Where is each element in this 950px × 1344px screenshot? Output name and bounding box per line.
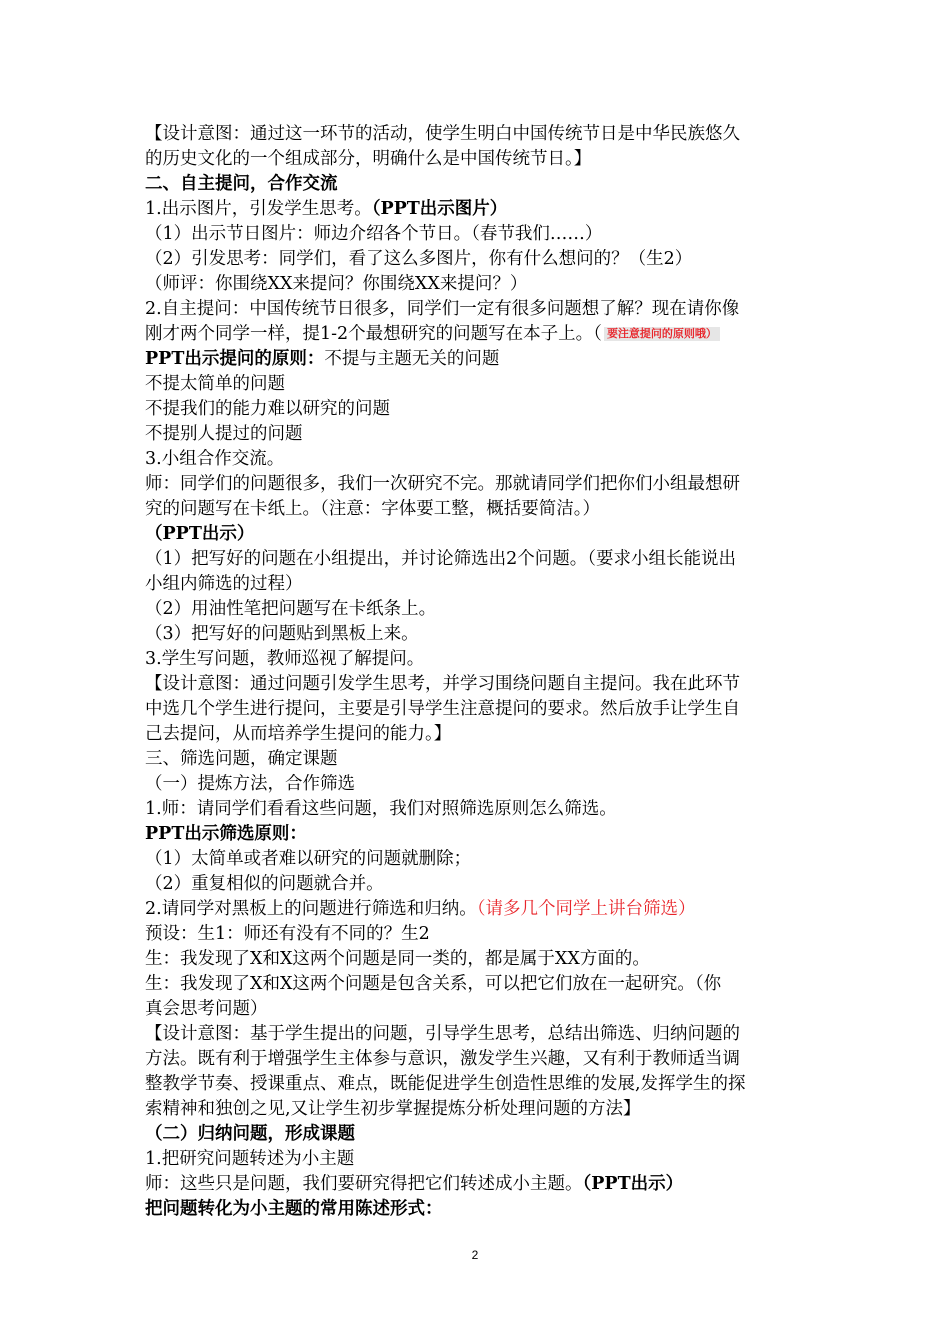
paragraph-line: （3）把写好的问题贴到黑板上来。 [145, 624, 419, 644]
paragraph-text: 师：这些只是问题，我们要研究得把它们转述成小主题。 [145, 1174, 583, 1194]
subsection-heading: （二）归纳问题，形成课题 [145, 1124, 355, 1144]
paragraph-line: 师：同学们的问题很多，我们一次研究不完。那就请同学们把你们小组最想研 [145, 474, 740, 494]
section-heading: 二、自主提问，合作交流 [145, 174, 338, 194]
paragraph-line: （1）把写好的问题在小组提出，并讨论筛选出2个问题。（要求小组长能说出 [145, 549, 737, 569]
paragraph-line: 2.自主提问：中国传统节日很多，同学们一定有很多问题想了解？现在请你像 [145, 299, 740, 319]
paragraph-line: （2）用油性笔把问题写在卡纸条上。 [145, 599, 437, 619]
ppt-label: PPT出示提问的原则： [145, 349, 325, 369]
paragraph-line [145, 1172, 810, 1197]
paragraph-line: 生：我发现了X和X这两个问题是同一类的，都是属于XX方面的。 [145, 949, 650, 969]
paragraph-line: 1.把研究问题转述为小主题 [145, 1149, 355, 1169]
principle-item: 不提我们的能力难以研究的问题 [145, 399, 390, 419]
paragraph-line: 1.师：请同学们看看这些问题，我们对照筛选原则怎么筛选。 [145, 799, 617, 819]
paragraph-line [145, 897, 810, 922]
red-note: （请多几个同学上讲台筛选） [476, 899, 696, 919]
paragraph-line: （2）重复相似的问题就合并。 [145, 874, 384, 894]
design-intent-text: 【设计意图：基于学生提出的问题，引导学生思考，总结出筛选、归纳问题的 [145, 1024, 740, 1044]
paragraph-text: 2.请同学对黑板上的问题进行筛选和归纳。 [145, 899, 477, 919]
paragraph-line: 小组内筛选的过程） [145, 574, 303, 594]
design-intent-text: 己去提问，从而培养学生提问的能力。】 [145, 724, 452, 744]
section-heading: 三、筛选问题，确定课题 [145, 749, 338, 769]
paragraph-line: （2）引发思考：同学们，看了这么多图片，你有什么想问的？（生2） [145, 249, 693, 269]
design-intent-text: 【设计意图：通过这一环节的活动，使学生明白中国传统节日是中华民族悠久 [145, 124, 740, 144]
paragraph-line [145, 322, 810, 347]
paragraph-line: （1）出示节日图片：师边介绍各个节日。（春节我们……） [145, 224, 603, 244]
paragraph-line: 3.学生写问题，教师巡视了解提问。 [145, 649, 425, 669]
document-body [145, 122, 810, 1222]
design-intent-text: 索精神和独创之见,又让学生初步掌握提炼分析处理问题的方法】 [145, 1099, 641, 1119]
step-text: 1.出示图片，引发学生思考。 [145, 199, 372, 219]
paragraph-line: （1）太简单或者难以研究的问题就删除； [145, 849, 472, 869]
paragraph-line: （师评：你围绕XX来提问？你围绕XX来提问？） [145, 274, 528, 294]
paragraph-heading: 把问题转化为小主题的常用陈述形式： [145, 1199, 443, 1219]
design-intent-text: 中选几个学生进行提问，主要是引导学生注意提问的要求。然后放手让学生自 [145, 699, 740, 719]
design-intent-text: 整教学节奏、授课重点、难点，既能促进学生创造性思维的发展,发挥学生的探 [145, 1074, 746, 1094]
principle-item: 不提别人提过的问题 [145, 424, 303, 444]
ppt-label: （PPT出示） [582, 1174, 684, 1194]
paragraph-line: 究的问题写在卡纸上。（注意：字体要工整，概括要简洁。） [145, 499, 600, 519]
paragraph-line [145, 197, 810, 222]
design-intent-text: 方法。既有利于增强学生主体参与意识，激发学生兴趣，又有利于教师适当调 [145, 1049, 740, 1069]
principle-text: 不提与主题无关的问题 [324, 349, 500, 369]
subsection-heading: （一）提炼方法，合作筛选 [145, 774, 355, 794]
paragraph-line [145, 347, 810, 372]
ppt-label: （PPT出示图片） [371, 199, 508, 219]
ppt-label: PPT出示筛选原则： [145, 824, 307, 844]
highlight-note: 要注意提问的原则哦） [604, 327, 720, 341]
paragraph-line: 预设：生1：师还有没有不同的？生2 [145, 924, 430, 944]
design-intent-text: 【设计意图：通过问题引发学生思考，并学习围绕问题自主提问。我在此环节 [145, 674, 740, 694]
ppt-label: （PPT出示） [145, 524, 255, 544]
principle-item: 不提太简单的问题 [145, 374, 285, 394]
paragraph-line: 生：我发现了X和X这两个问题是包含关系，可以把它们放在一起研究。（你 [145, 974, 722, 994]
page-number: 2 [471, 1248, 479, 1262]
paragraph-line: 3.小组合作交流。 [145, 449, 285, 469]
paragraph-text: 刚才两个同学一样，提1-2个最想研究的问题写在本子上。（ [145, 324, 602, 344]
design-intent-text: 的历史文化的一个组成部分，明确什么是中国传统节日。】 [145, 149, 592, 169]
paragraph-line: 真会思考问题） [145, 999, 268, 1019]
